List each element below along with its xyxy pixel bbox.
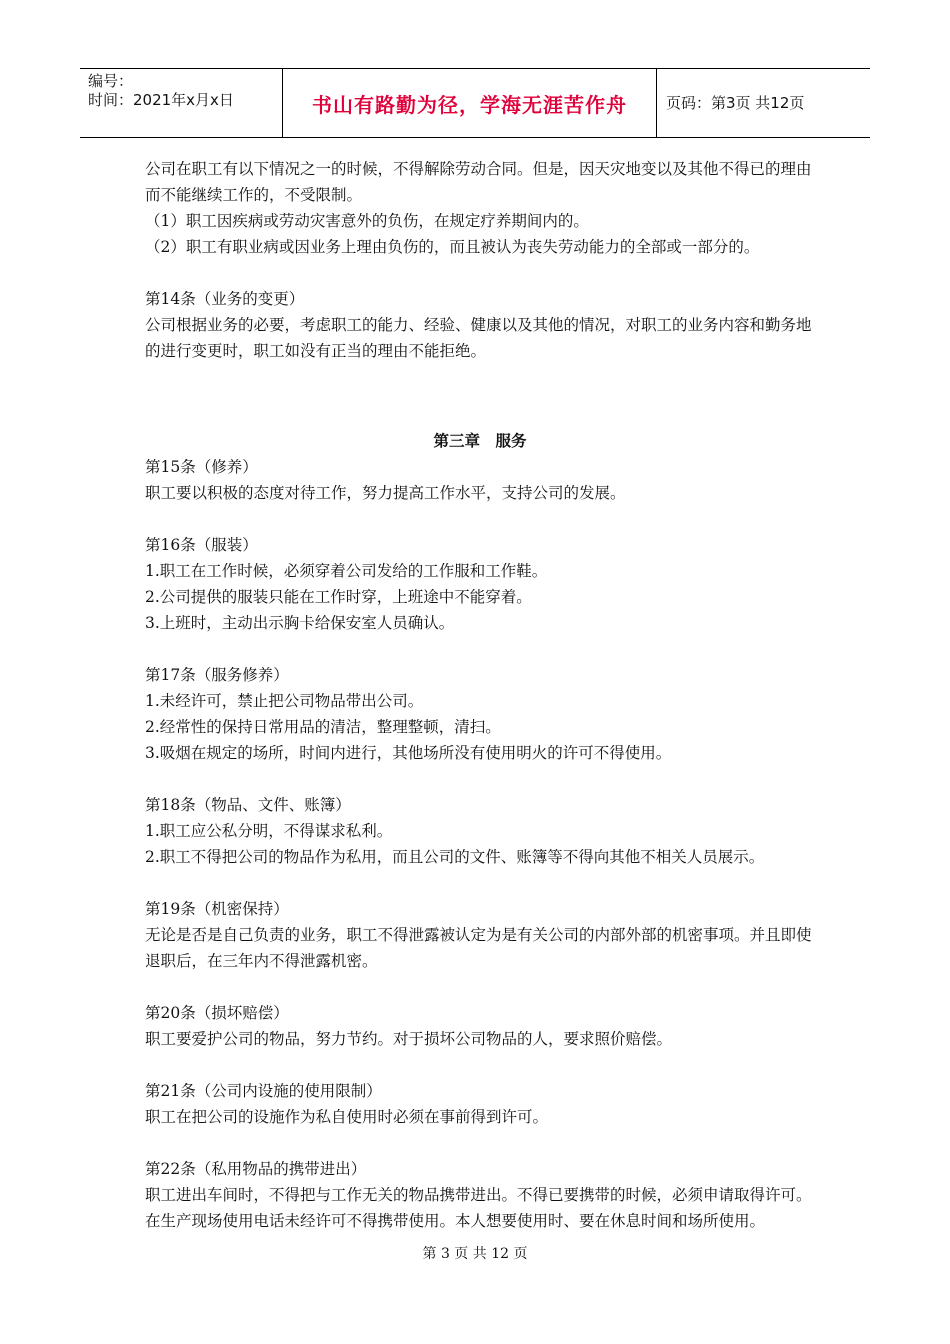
article-title: 第15条（修养）	[145, 458, 258, 476]
paragraph: 职工要爱护公司的物品，努力节约。对于损坏公司物品的人，要求照价赔偿。	[145, 1030, 673, 1048]
list-item: 2.职工不得把公司的物品作为私用，而且公司的文件、账簿等不得向其他不相关人员展示。	[145, 848, 765, 866]
article-title: 第18条（物品、文件、账簿）	[145, 796, 351, 814]
header-page-cell	[656, 69, 870, 137]
article-title: 第19条（机密保持）	[145, 900, 289, 918]
article-title: 第17条（服务修养）	[145, 666, 289, 684]
list-item: 2.公司提供的服装只能在工作时穿，上班途中不能穿着。	[145, 588, 532, 606]
list-item: （2）职工有职业病或因业务上理由负伤的，而且被认为丧失劳动能力的全部或一部分的。	[145, 238, 760, 256]
page-footer: 第 3 页 共 12 页	[422, 1246, 528, 1262]
list-item: 1.未经许可，禁止把公司物品带出公司。	[145, 692, 424, 710]
article-title: 第16条（服装）	[145, 536, 258, 554]
article-title: 第20条（损坏赔偿）	[145, 1004, 289, 1022]
header-meta-cell	[80, 69, 282, 137]
list-item: 3.吸烟在规定的场所，时间内进行，其他场所没有使用明火的许可不得使用。	[145, 744, 672, 762]
paragraph: 公司在职工有以下情况之一的时候，不得解除劳动合同。但是，因天灾地变以及其他不得已的理由而不能继续工作的，不受限制。	[145, 160, 812, 204]
chapter-heading: 第三章 服务	[433, 431, 527, 450]
article-title: 第22条（私用物品的携带进出）	[145, 1160, 367, 1178]
header-slogan-cell	[282, 69, 657, 137]
header-slogan: 书山有路勤为径，学海无涯苦作舟	[312, 93, 627, 117]
list-item: 1.职工在工作时候，必须穿着公司发给的工作服和工作鞋。	[145, 562, 548, 580]
document-number-label: 编号：	[88, 72, 134, 90]
paragraph: 职工在把公司的设施作为私自使用时必须在事前得到许可。	[145, 1108, 549, 1126]
paragraph: 职工进出车间时，不得把与工作无关的物品携带进出。不得已要携带的时候，必须申请取得许可。在生产现场使用电话未经许可不得携带使用。本人想要使用时、要在休息时间和场所使用。	[145, 1186, 812, 1230]
page-header	[80, 68, 870, 138]
header-page-info: 页码：第3页 共12页	[666, 94, 805, 112]
list-item: 1.职工应公私分明，不得谋求私利。	[145, 822, 393, 840]
paragraph: 无论是否是自己负责的业务，职工不得泄露被认定为是有关公司的内部外部的机密事项。并且即使退职后，在三年内不得泄露机密。	[145, 926, 812, 970]
list-item: （1）职工因疾病或劳动灾害意外的负伤，在规定疗养期间内的。	[145, 212, 589, 230]
list-item: 3.上班时，主动出示胸卡给保安室人员确认。	[145, 614, 455, 632]
document-body	[145, 156, 815, 1234]
article-title: 第14条（业务的变更）	[145, 290, 305, 308]
paragraph: 公司根据业务的必要，考虑职工的能力、经验、健康以及其他的情况，对职工的业务内容和勤务地的进行变更时，职工如没有正当的理由不能拒绝。	[145, 316, 812, 360]
document-time-label: 时间：2021年x月x日	[88, 91, 234, 109]
article-title: 第21条（公司内设施的使用限制）	[145, 1082, 382, 1100]
list-item: 2.经常性的保持日常用品的清洁，整理整顿，清扫。	[145, 718, 501, 736]
paragraph: 职工要以积极的态度对待工作，努力提高工作水平，支持公司的发展。	[145, 484, 626, 502]
